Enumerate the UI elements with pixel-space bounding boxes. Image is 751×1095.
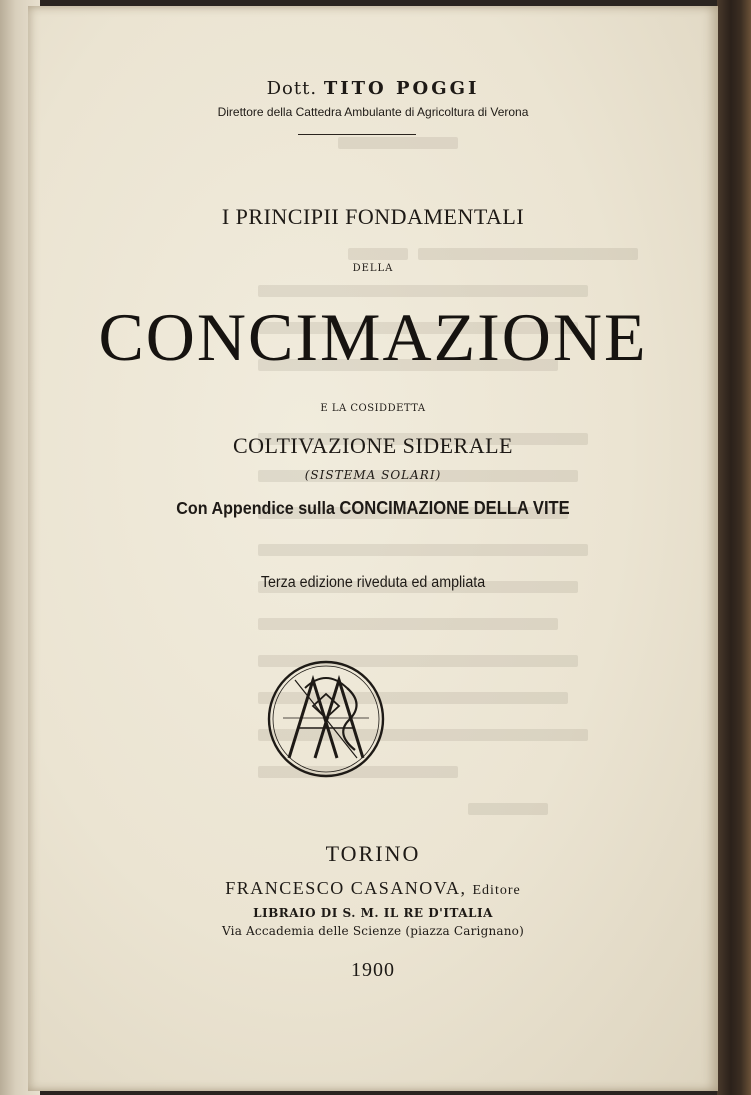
subtitle: COLTIVAZIONE SIDERALE bbox=[233, 433, 513, 458]
title-page bbox=[28, 6, 718, 1091]
author-role: Direttore della Cattedra Ambulante di Agricoltura di Verona bbox=[217, 105, 529, 119]
title-e-la: E LA COSIDDETTA bbox=[320, 403, 426, 414]
publisher-line bbox=[28, 878, 718, 899]
author-name: TITO POGGI bbox=[323, 78, 480, 99]
appendix-prefix: Con Appendice sulla bbox=[176, 498, 335, 518]
publication-year: 1900 bbox=[351, 959, 395, 981]
author-prefix: Dott. bbox=[266, 78, 318, 99]
appendix-topic: CONCIMAZIONE DELLA VITE bbox=[339, 498, 570, 518]
publisher-title: LIBRAIO DI S. M. IL RE D'ITALIA bbox=[253, 906, 493, 920]
divider-rule bbox=[298, 134, 416, 135]
imprint-city: TORINO bbox=[325, 841, 421, 866]
appendix-line bbox=[56, 498, 691, 519]
main-title: CONCIMAZIONE bbox=[98, 299, 648, 375]
subtitle-parenthetical: (SISTEMA SOLARI) bbox=[304, 468, 442, 482]
author-line bbox=[28, 78, 718, 99]
book-spine bbox=[717, 0, 751, 1095]
publisher-name: FRANCESCO CASANOVA, bbox=[225, 878, 467, 898]
title-line-1: I PRINCIPII FONDAMENTALI bbox=[221, 204, 525, 229]
edition-note: Terza edizione riveduta ed ampliata bbox=[260, 574, 486, 591]
publisher-role: Editore bbox=[472, 883, 521, 898]
title-della: DELLA bbox=[352, 263, 394, 274]
publisher-address: Via Accademia delle Scienze (piazza Carignano) bbox=[222, 924, 524, 938]
publisher-monogram-icon bbox=[265, 658, 387, 780]
